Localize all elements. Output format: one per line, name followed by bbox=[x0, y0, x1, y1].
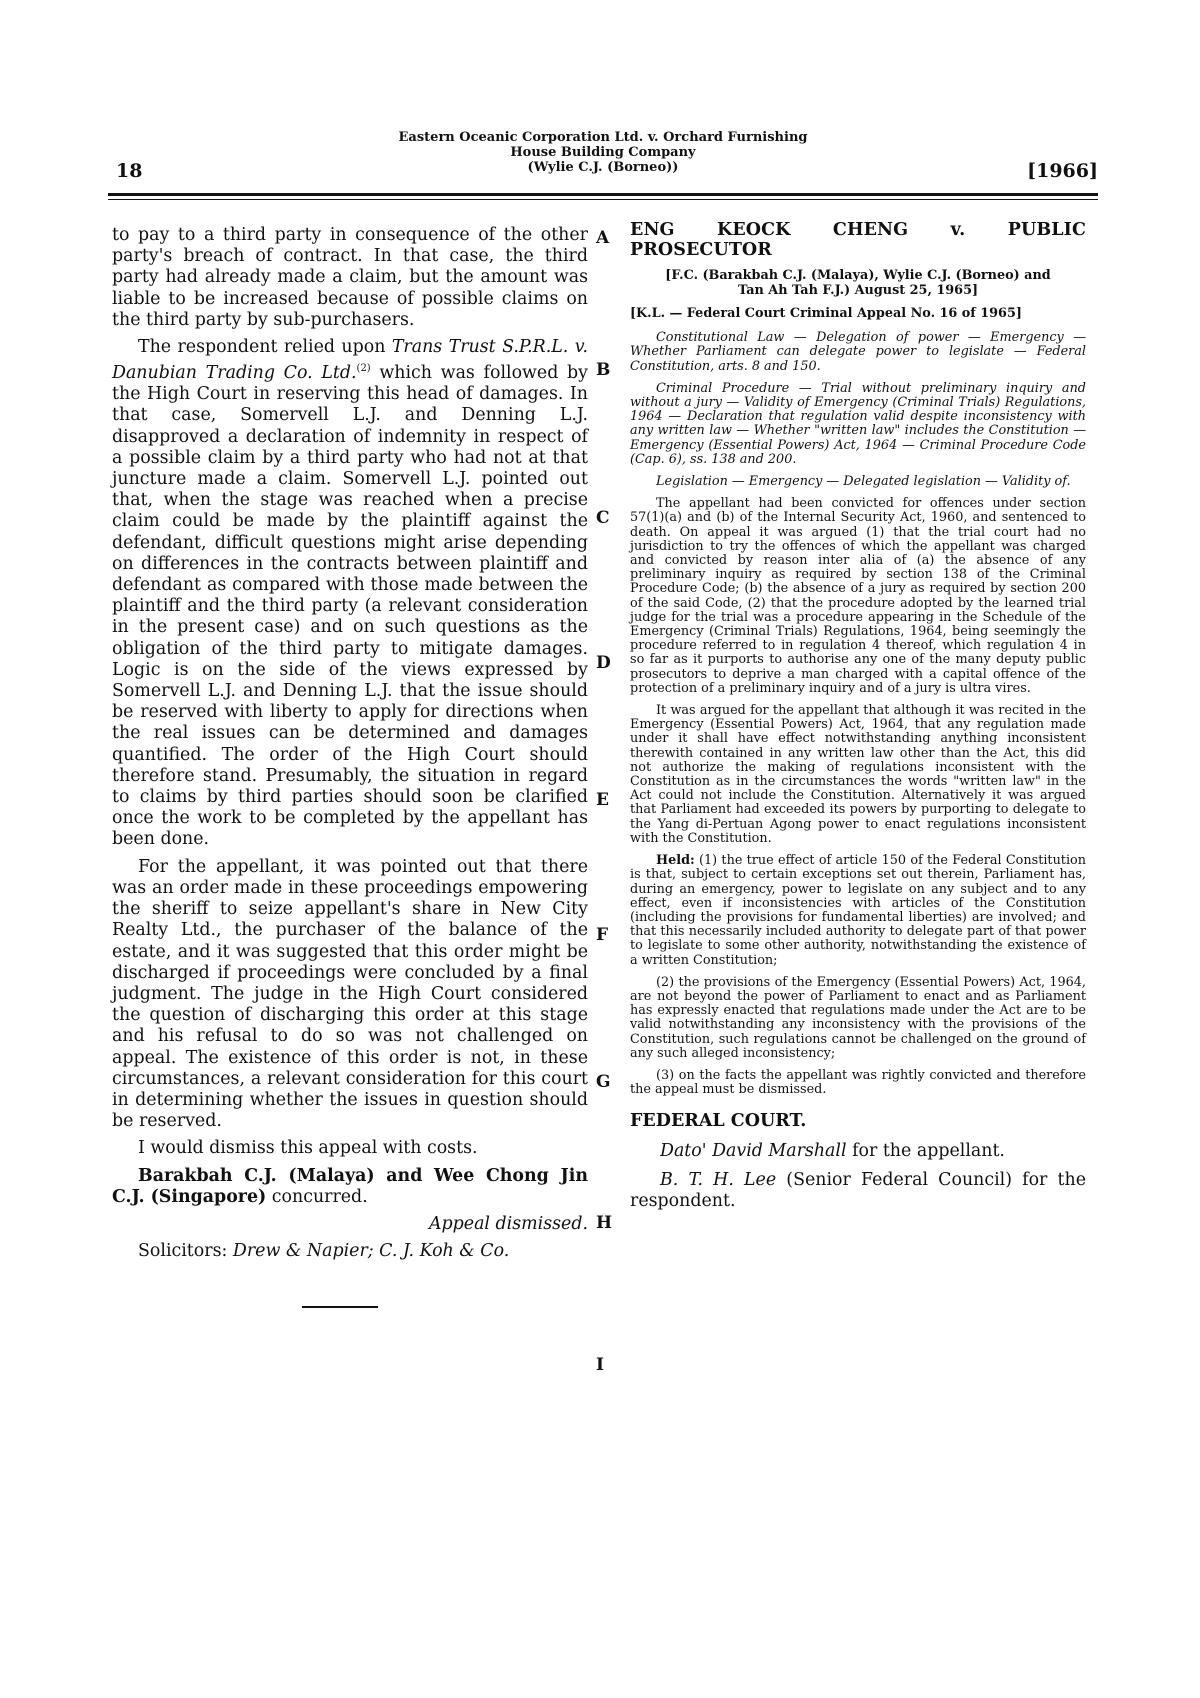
case-citation: Trans Trust S.P.R.L. v. Danubian Trading Co. Ltd. bbox=[112, 337, 588, 384]
page-number: 18 bbox=[116, 160, 143, 182]
counsel-role: for the appellant. bbox=[846, 1141, 1005, 1162]
coram bbox=[630, 269, 1086, 298]
header-rule-thin bbox=[108, 199, 1098, 200]
concurring-judges: Barakbah C.J. (Malaya) and Wee Chong Jin C.J. (Singapore) bbox=[112, 1165, 588, 1207]
left-column bbox=[112, 225, 588, 1308]
counsel-name: Dato' David Marshall bbox=[660, 1141, 847, 1162]
outcome bbox=[112, 1214, 588, 1235]
paragraph-concurred bbox=[112, 1166, 588, 1208]
counsel-appellant bbox=[630, 1141, 1086, 1162]
paragraph-text: which was followed by the High Court in reserving this head of damages. In that case, Somervell L.J. and Denning L.J. disapproved a declaration of indemnity in respect of a possible claim by a third party who had not at that juncture made a claim. Somervell L.J. pointed out that, when the stage was reached when a precise claim could be made by the plaintiff against the defendant, difficult questions might arise depending on differences in the contracts between plaintiff and defendant as compared with those made between the plaintiff and the third party (a relevant consideration in the present case) and on such questions as the obligation of the third party to mitigate damages. Logic is on the side of the views expressed by Somervell L.J. and Denning L.J. that the issue should be reserved with liberty to apply for directions when the real issues can be determined and damages quantified. The order of the High Court should therefore stand. Presumably, the situation in regard to claims by third parties should soon be clarified once the work to be completed by the appellant has been done. bbox=[112, 363, 588, 850]
margin-letter-g: G bbox=[596, 1072, 611, 1092]
right-column bbox=[630, 220, 1086, 1220]
footnote-ref: (2) bbox=[356, 363, 371, 375]
counsel-role: (Senior Federal Council) for the respondent. bbox=[630, 1170, 1086, 1212]
header-rule-thick bbox=[108, 193, 1098, 196]
running-head-line-1: Eastern Oceanic Corporation Ltd. v. Orchard Furnishing bbox=[398, 130, 808, 145]
catchwords-constitutional: Constitutional Law — Delegation of power — Emergency — Whether Parliament can delegate power to legislate — Federal Constitution, arts. 8 and 150. bbox=[630, 330, 1086, 374]
headnote-facts: The appellant had been convicted for offences under section 57(1)(a) and (b) of the Internal Security Act, 1960, and sentenced to death. On appeal it was argued (1) that the trial court had no jurisdiction to try the offences of which the appellant was charged and convicted by reason inter alia of (a) the absence of any preliminary inquiry as required by section 138 of the Criminal Procedure Code; (b) the absence of a jury as required by section 200 of the said Code, (2) that the procedure adopted by the learned trial judge for the trial was a procedure appearing in the Schedule of the Emergency (Criminal Trials) Regulations, 1964, being seemingly the procedure referred to in regulation 4 thereof, which regulation 4 in so far as it purports to authorise any one of the many deputy public prosecutors to deprive a man charged with a capital offence of the protection of a preliminary inquiry and of a jury is ultra vires. bbox=[630, 496, 1086, 696]
margin-letter-i: I bbox=[596, 1355, 604, 1375]
headnote-held-2: (2) the provisions of the Emergency (Essential Powers) Act, 1964, are not beyond the power of Parliament to enact and as Parliament has expressly enacted that regulations made under the Act are to be valid notwithstanding any inconsistency with the provisions of the Constitution, such regulations cannot be challenged on the ground of any such alleged inconsistency; bbox=[630, 974, 1086, 1061]
paragraph-appellant: For the appellant, it was pointed out that there was an order made in these proceedings empowering the sheriff to seize appellant's share in New City Realty Ltd., the purchaser of the balance of the estate, and it was suggested that this order might be discharged if proceedings were concluded by a final judgment. The judge in the High Court considered the question of discharging this order at this stage and his refusal to do so was not challenged on appeal. The existence of this order is not, in these circumstances, a relevant consideration for this court in determining whether the issues in question should be reserved. bbox=[112, 856, 588, 1132]
catchwords-criminal-procedure: Criminal Procedure — Trial without preliminary inquiry and without a jury — Validity of Emergency (Criminal Trials) Regulations, 1964 — Declaration that regulation valid despite inconsistency with any written law — Whether "written law" includes the Constitution — Emergency (Essential Powers) Act, 1964 — Criminal Procedure Code (Cap. 6), ss. 138 and 200. bbox=[630, 380, 1086, 467]
end-rule bbox=[302, 1306, 378, 1308]
paragraph-continuation: to pay to a third party in consequence of the other party's breach of contract. In that case, the third party had already made a claim, but the amount was liable to be increased because of possible claims on the third party by sub-purchasers. bbox=[112, 225, 588, 330]
margin-letter-h: H bbox=[596, 1213, 613, 1233]
case-number: [K.L. — Federal Court Criminal Appeal No. 16 of 1965] bbox=[630, 306, 1022, 322]
page-header bbox=[108, 130, 1098, 192]
paragraph-text: concurred. bbox=[266, 1186, 368, 1207]
coram-line-1: [F.C. (Barakbah C.J. (Malaya), Wylie C.J. (Borneo) and bbox=[665, 268, 1051, 283]
solicitors-label: Solicitors: bbox=[138, 1241, 233, 1262]
paragraph-dismiss: I would dismiss this appeal with costs. bbox=[138, 1138, 478, 1159]
running-head-line-2: House Building Company bbox=[510, 145, 696, 160]
court-name: FEDERAL COURT. bbox=[630, 1111, 807, 1132]
margin-letter-d: D bbox=[596, 653, 611, 673]
running-head bbox=[398, 130, 808, 175]
outcome-text: Appeal dismissed. bbox=[428, 1213, 588, 1234]
held-label: Held: bbox=[656, 853, 695, 869]
paragraph-text: The respondent relied upon bbox=[138, 337, 392, 358]
solicitors bbox=[112, 1241, 588, 1262]
catchwords-legislation: Legislation — Emergency — Delegated legislation — Validity of. bbox=[656, 474, 1071, 490]
held-text: (1) the true effect of article 150 of the Federal Constitution is that, subject to certain exceptions set out therein, Parliament has, during an emergency, power to legislate on any subject and to any effect, even if inconsistencies with articles of the Constitution (including the provisions for fundamental liberties) are involved; and that this necessarily included authority to delegate part of that power to legislate to some other authority, notwithstanding the existence of a written Constitution; bbox=[630, 853, 1086, 968]
paragraph-respondent bbox=[112, 337, 588, 851]
headnote-held-1 bbox=[630, 854, 1086, 968]
case-title: ENG KEOCK CHENG v. PUBLIC PROSECUTOR bbox=[630, 220, 1086, 260]
margin-letter-c: C bbox=[596, 508, 610, 528]
headnote-held-3: (3) on the facts the appellant was rightly convicted and therefore the appeal must be dismissed. bbox=[630, 1067, 1086, 1098]
margin-letter-e: E bbox=[596, 790, 609, 810]
coram-line-2: Tan Ah Tah F.J.) August 25, 1965] bbox=[737, 282, 979, 298]
solicitors-names: Drew & Napier; C. J. Koh & Co. bbox=[232, 1241, 510, 1262]
volume-year: [1966] bbox=[1027, 160, 1098, 182]
counsel-name: B. T. H. Lee bbox=[660, 1170, 777, 1191]
margin-letter-a: A bbox=[596, 228, 610, 248]
margin-letter-b: B bbox=[596, 360, 611, 380]
headnote-argument: It was argued for the appellant that although it was recited in the Emergency (Essential Powers) Act, 1964, that any regulation made under it shall have effect notwithstanding anything inconsistent therewith contained in any written law other than the Act, this did not authorize the making of regulations inconsistent with the Constitution as in the circumstances the words "written law" in the Act could not include the Constitution. Alternatively it was argued that Parliament had exceeded its powers by purporting to delegate to the Yang di-Pertuan Agong power to enact regulations inconsistent with the Constitution. bbox=[630, 703, 1086, 846]
running-head-line-3: (Wylie C.J. (Borneo)) bbox=[527, 160, 679, 175]
counsel-respondent bbox=[630, 1170, 1086, 1212]
margin-letter-f: F bbox=[596, 925, 609, 945]
